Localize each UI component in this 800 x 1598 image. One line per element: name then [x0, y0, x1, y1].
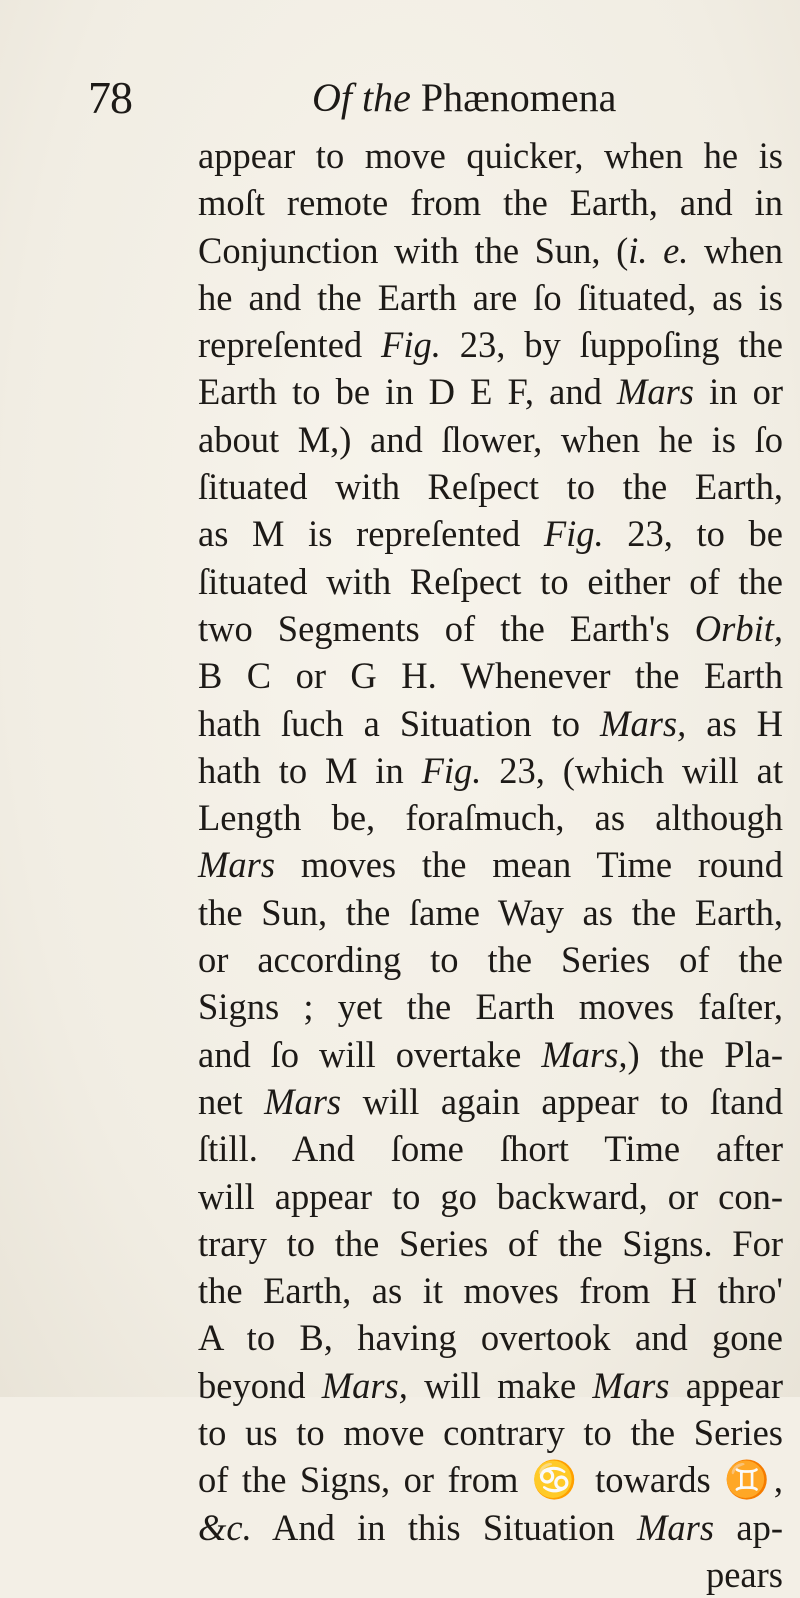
italic-run: Fig.	[421, 749, 482, 791]
italic-run: Mars,	[321, 1364, 408, 1406]
text-line	[198, 1125, 783, 1172]
text-run: when	[688, 229, 784, 271]
text-line	[198, 1173, 783, 1220]
text-run: moſt remote from the Earth, and in	[198, 182, 783, 224]
text-line	[198, 983, 783, 1030]
text-run: or according to the Series of the	[198, 939, 783, 981]
text-line	[198, 1456, 783, 1503]
text-run: in or	[694, 371, 783, 413]
text-line	[198, 1031, 783, 1078]
text-line	[198, 889, 783, 936]
italic-run: Mars,	[541, 1033, 628, 1075]
text-run: pears	[705, 1553, 783, 1595]
italic-run: Orbit,	[694, 607, 783, 649]
text-line	[198, 274, 783, 321]
text-line	[198, 227, 783, 274]
text-run: ) the Pla-	[627, 1033, 783, 1075]
text-run: Earth to be in D E F, and	[198, 371, 617, 413]
text-run: appear	[669, 1364, 783, 1406]
italic-run: i. e.	[628, 229, 689, 271]
text-run: Conjunction with the Sun, (	[198, 229, 629, 271]
text-run: as H	[686, 702, 783, 744]
text-run: and ſo will overtake	[198, 1033, 542, 1075]
text-run: about M,) and ſlower, when he is ſo	[198, 418, 783, 460]
text-line	[198, 463, 783, 510]
text-line	[198, 652, 783, 699]
text-run: appear to move quicker, when he is	[198, 135, 783, 176]
text-run: hath to M in	[198, 749, 422, 791]
text-run: B C or G H. Whenever the Earth	[198, 655, 783, 697]
text-run: ſituated with Reſpect to the Earth,	[198, 466, 783, 508]
text-run: will appear to go backward, or con-	[198, 1175, 783, 1217]
text-run: the Sun, the ſame Way as the Earth,	[198, 891, 783, 933]
text-run: two Segments of the Earth's	[198, 607, 695, 649]
text-line	[198, 700, 783, 747]
text-run: 23, to be	[603, 513, 783, 555]
body-text	[198, 132, 783, 1598]
text-run: 23, (which will at	[481, 749, 783, 791]
page-number: 78	[88, 72, 132, 123]
text-line	[198, 368, 783, 415]
text-run: will make	[407, 1364, 593, 1406]
text-line	[198, 321, 783, 368]
italic-run: &c.	[198, 1506, 252, 1548]
text-line	[198, 179, 783, 226]
text-run: of the Signs, or from ♋ towards ♊,	[198, 1459, 783, 1501]
text-run: as M is repreſented	[198, 513, 544, 555]
text-run: Signs ; yet the Earth moves faſter,	[198, 986, 783, 1028]
text-run: the Earth, as it moves from H thro'	[198, 1270, 783, 1312]
text-run: And in this Situation	[251, 1506, 638, 1548]
italic-run: Mars,	[600, 702, 687, 744]
page-header	[0, 68, 800, 128]
italic-run: Mars	[264, 1080, 342, 1122]
text-run: he and the Earth are ſo ſituated, as is	[198, 276, 783, 318]
italic-run: Mars	[592, 1364, 670, 1406]
italic-run: Mars	[198, 844, 276, 886]
text-run: Length be, foraſmuch, as although	[198, 797, 783, 839]
text-run: trary to the Series of the Signs. For	[198, 1222, 783, 1264]
text-run: net	[198, 1080, 265, 1122]
text-line	[198, 841, 783, 888]
text-line	[198, 510, 783, 557]
text-line	[198, 132, 783, 179]
running-head	[312, 68, 616, 128]
text-line	[198, 605, 783, 652]
text-line	[198, 747, 783, 794]
running-head-italic: Of the	[312, 75, 411, 120]
text-line	[198, 1551, 783, 1598]
text-line	[198, 416, 783, 463]
text-run: to us to move contrary to the Series	[198, 1412, 783, 1454]
text-line	[198, 1078, 783, 1125]
text-line	[198, 1267, 783, 1314]
text-run: beyond	[198, 1364, 322, 1406]
text-run: will again appear to ſtand	[341, 1080, 784, 1122]
italic-run: Mars	[637, 1506, 715, 1548]
text-line	[198, 794, 783, 841]
text-line	[198, 1314, 783, 1361]
italic-run: Mars	[616, 371, 694, 413]
text-run: ap-	[714, 1506, 783, 1548]
text-line	[198, 558, 783, 605]
text-line	[198, 1409, 783, 1456]
italic-run: Fig.	[381, 324, 441, 366]
running-head-rest: Phænomena	[410, 75, 617, 120]
text-run: ſituated with Reſpect to either of the	[198, 560, 783, 602]
text-run: 23, by ſuppoſing the	[440, 324, 783, 366]
text-line	[198, 936, 783, 983]
text-run: A to B, having overtook and gone	[198, 1317, 783, 1359]
text-line	[198, 1504, 783, 1551]
text-line	[198, 1220, 783, 1267]
italic-run: Fig.	[543, 513, 604, 555]
text-line	[198, 1362, 783, 1409]
text-run: ſtill. And ſome ſhort Time after	[198, 1128, 783, 1170]
text-run: moves the mean Time round	[275, 844, 783, 886]
text-run: hath ſuch a Situation to	[198, 702, 601, 744]
text-run: repreſented	[198, 324, 382, 366]
